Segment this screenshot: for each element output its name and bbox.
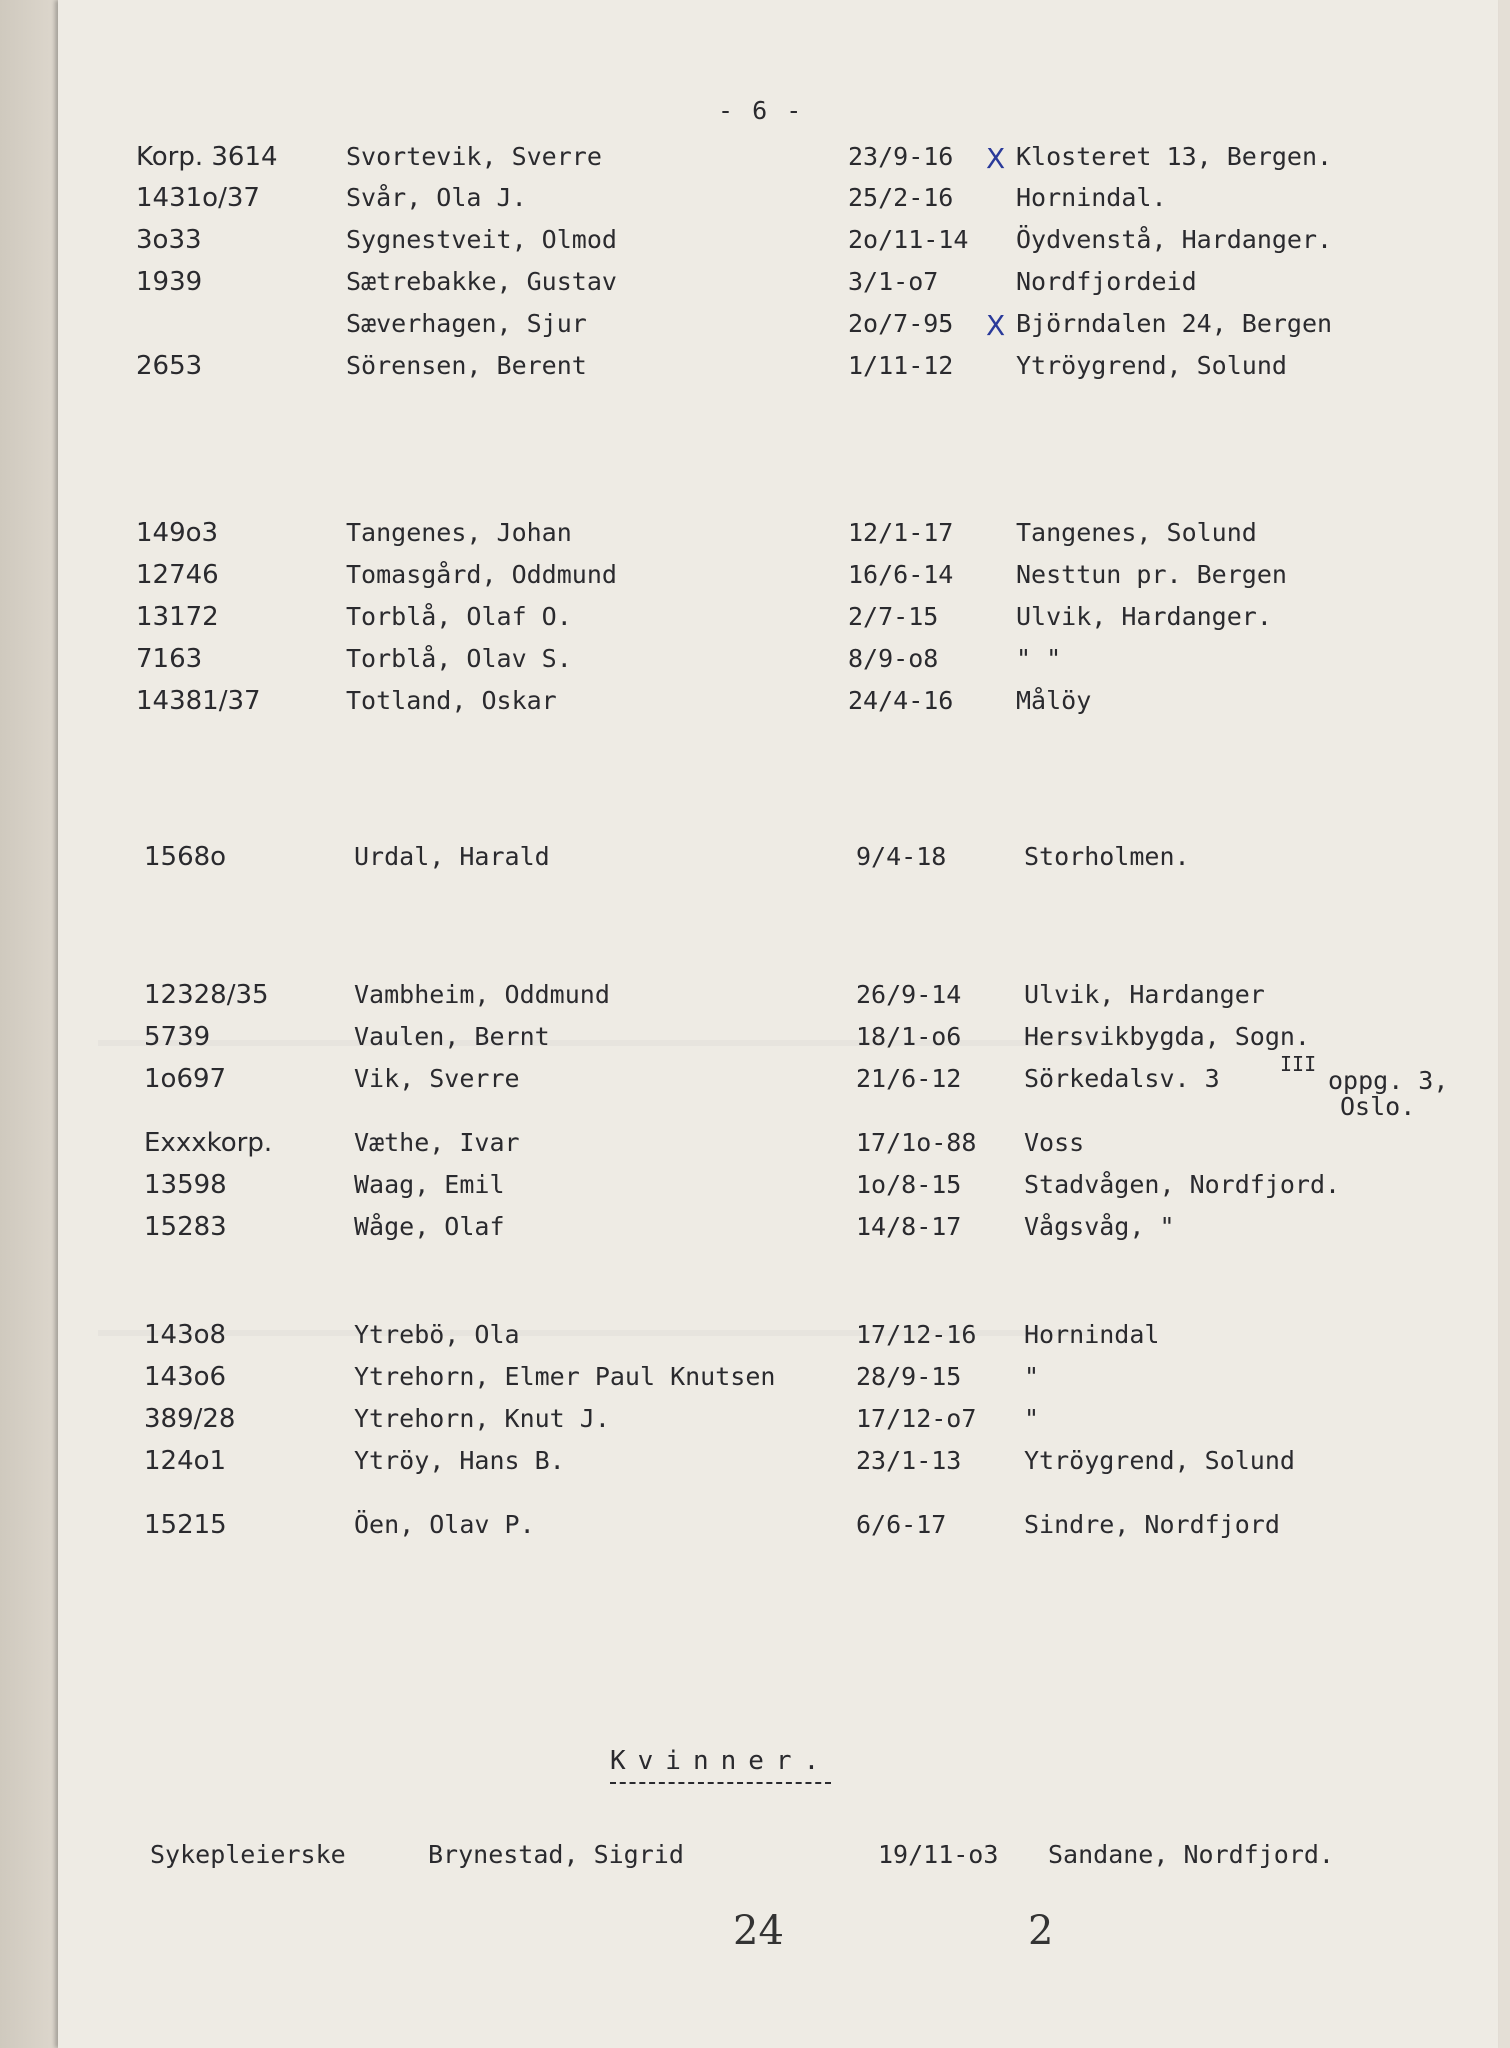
person-name: Tomasgård, Oddmund <box>346 560 617 589</box>
register-row <box>58 602 1498 642</box>
address: Björndalen 24, Bergen <box>1016 309 1333 338</box>
register-row <box>66 1170 1498 1210</box>
birth-date: 1/11-12 <box>848 351 954 380</box>
birth-date: 2o/7-95 <box>848 309 954 338</box>
register-number: Exxxkorp. <box>144 1128 273 1158</box>
women-row <box>58 1840 1498 1880</box>
person-name: Ytröy, Hans B. <box>354 1446 565 1475</box>
person-name: Ytrebö, Ola <box>354 1320 520 1349</box>
register-number: 149o3 <box>136 518 219 548</box>
person-name: Væthe, Ivar <box>354 1128 520 1157</box>
address: Nordfjordeid <box>1016 267 1197 296</box>
register-row <box>58 142 1498 182</box>
person-name: Tangenes, Johan <box>346 518 572 547</box>
address: Sörkedalsv. 3 <box>1024 1064 1220 1093</box>
register-row <box>66 1128 1498 1168</box>
birth-date: 8/9-o8 <box>848 644 939 673</box>
page-number: - 6 - <box>718 96 804 125</box>
register-number: 15215 <box>144 1510 227 1540</box>
birth-date: 16/6-14 <box>848 560 954 589</box>
birth-date: 18/1-o6 <box>856 1022 962 1051</box>
birth-date: 26/9-14 <box>856 980 962 1009</box>
register-row <box>58 183 1498 223</box>
birth-date: 24/4-16 <box>848 686 954 715</box>
binding-edge <box>0 0 58 2048</box>
document-page <box>58 0 1498 2048</box>
address: " <box>1024 1362 1040 1391</box>
register-row <box>66 1446 1498 1486</box>
women-date: 19/11-o3 <box>878 1840 999 1869</box>
register-row <box>66 1320 1498 1360</box>
birth-date: 9/4-18 <box>856 842 947 871</box>
register-number: 7163 <box>136 644 203 674</box>
register-row <box>66 1212 1498 1252</box>
register-number: 1o697 <box>144 1064 227 1094</box>
register-number: 5739 <box>144 1022 211 1052</box>
register-row <box>66 980 1498 1020</box>
register-number: 12746 <box>136 560 219 590</box>
address: Hornindal. <box>1016 183 1167 212</box>
check-mark: X <box>986 142 1006 175</box>
address: Klosteret 13, Bergen. <box>1016 142 1333 171</box>
person-name: Sætrebakke, Gustav <box>346 267 617 296</box>
register-row <box>66 1510 1498 1550</box>
register-number: 1431o/37 <box>136 183 260 213</box>
register-row <box>58 351 1498 391</box>
birth-date: 1o/8-15 <box>856 1170 962 1199</box>
address: Ulvik, Hardanger <box>1024 980 1265 1009</box>
address: Ytröygrend, Solund <box>1024 1446 1295 1475</box>
birth-date: 25/2-16 <box>848 183 954 212</box>
birth-date: 2/7-15 <box>848 602 939 631</box>
person-name: Vik, Sverre <box>354 1064 520 1093</box>
section-heading: Kvinner. <box>610 1746 831 1784</box>
person-name: Totland, Oskar <box>346 686 557 715</box>
person-name: Sæverhagen, Sjur <box>346 309 587 338</box>
birth-date: 12/1-17 <box>848 518 954 547</box>
address: Ytröygrend, Solund <box>1016 351 1287 380</box>
register-number: 13598 <box>144 1170 227 1200</box>
register-number: Korp. 3614 <box>136 142 278 172</box>
register-number: 3o33 <box>136 225 202 255</box>
register-row <box>58 225 1498 265</box>
address: " " <box>1016 644 1062 673</box>
register-number: 389/28 <box>144 1404 236 1434</box>
register-number: 13172 <box>136 602 219 632</box>
register-number: 124o1 <box>144 1446 227 1476</box>
person-name: Vambheim, Oddmund <box>354 980 610 1009</box>
address: Öydvenstå, Hardanger. <box>1016 225 1333 254</box>
birth-date: 14/8-17 <box>856 1212 962 1241</box>
register-row <box>66 842 1498 882</box>
birth-date: 17/1o-88 <box>856 1128 977 1157</box>
birth-date: 23/9-16 <box>848 142 954 171</box>
register-number: 1939 <box>136 267 203 297</box>
register-number: 14381/37 <box>136 686 261 716</box>
address: Tangenes, Solund <box>1016 518 1257 547</box>
register-number: 143o6 <box>144 1362 227 1392</box>
register-row <box>58 686 1498 726</box>
address: Nesttun pr. Bergen <box>1016 560 1287 589</box>
person-name: Öen, Olav P. <box>354 1510 535 1539</box>
register-number: 15283 <box>144 1212 227 1242</box>
address: Målöy <box>1016 686 1092 715</box>
handwritten-number-right: 2 <box>1028 1908 1054 1954</box>
register-row <box>58 518 1498 558</box>
register-row <box>66 1404 1498 1444</box>
person-name: Ytrehorn, Knut J. <box>354 1404 610 1433</box>
register-row <box>58 267 1498 307</box>
women-place: Sandane, Nordfjord. <box>1048 1840 1334 1869</box>
register-row <box>66 1362 1498 1402</box>
register-number: 12328/35 <box>144 980 269 1010</box>
address-continued: oppg. 3, <box>1328 1066 1449 1095</box>
address: Sindre, Nordfjord <box>1024 1510 1280 1539</box>
person-name: Wåge, Olaf <box>354 1212 505 1241</box>
person-name: Waag, Emil <box>354 1170 505 1199</box>
person-name: Torblå, Olaf O. <box>346 602 572 631</box>
person-name: Sörensen, Berent <box>346 351 587 380</box>
person-name: Torblå, Olav S. <box>346 644 572 673</box>
address: Ulvik, Hardanger. <box>1016 602 1272 631</box>
address: Voss <box>1024 1128 1085 1157</box>
birth-date: 6/6-17 <box>856 1510 947 1539</box>
birth-date: 28/9-15 <box>856 1362 962 1391</box>
address: Stadvågen, Nordfjord. <box>1024 1170 1341 1199</box>
person-name: Svår, Ola J. <box>346 183 527 212</box>
women-title: Sykepleierske <box>150 1840 346 1869</box>
address: " <box>1024 1404 1040 1433</box>
register-number: 1568o <box>144 842 227 872</box>
register-row <box>58 309 1498 349</box>
person-name: Vaulen, Bernt <box>354 1022 550 1051</box>
person-name: Ytrehorn, Elmer Paul Knutsen <box>354 1362 776 1391</box>
address: Vågsvåg, " <box>1024 1212 1175 1241</box>
check-mark: X <box>986 309 1006 342</box>
birth-date: 3/1-o7 <box>848 267 939 296</box>
person-name: Urdal, Harald <box>354 842 550 871</box>
birth-date: 21/6-12 <box>856 1064 962 1093</box>
address-city: Oslo. <box>1340 1092 1416 1121</box>
register-row <box>58 560 1498 600</box>
person-name: Sygnestveit, Olmod <box>346 225 617 254</box>
birth-date: 17/12-16 <box>856 1320 977 1349</box>
birth-date: 17/12-o7 <box>856 1404 977 1433</box>
women-name: Brynestad, Sigrid <box>428 1840 684 1869</box>
register-number: 2653 <box>136 351 203 381</box>
birth-date: 23/1-13 <box>856 1446 962 1475</box>
address: Hersvikbygda, Sogn. <box>1024 1022 1310 1051</box>
person-name: Svortevik, Sverre <box>346 142 602 171</box>
address: Hornindal <box>1024 1320 1160 1349</box>
handwritten-number-left: 24 <box>733 1908 784 1954</box>
register-row <box>58 644 1498 684</box>
address-superscript: III <box>1280 1052 1317 1076</box>
register-number: 143o8 <box>144 1320 227 1350</box>
birth-date: 2o/11-14 <box>848 225 969 254</box>
address: Storholmen. <box>1024 842 1190 871</box>
